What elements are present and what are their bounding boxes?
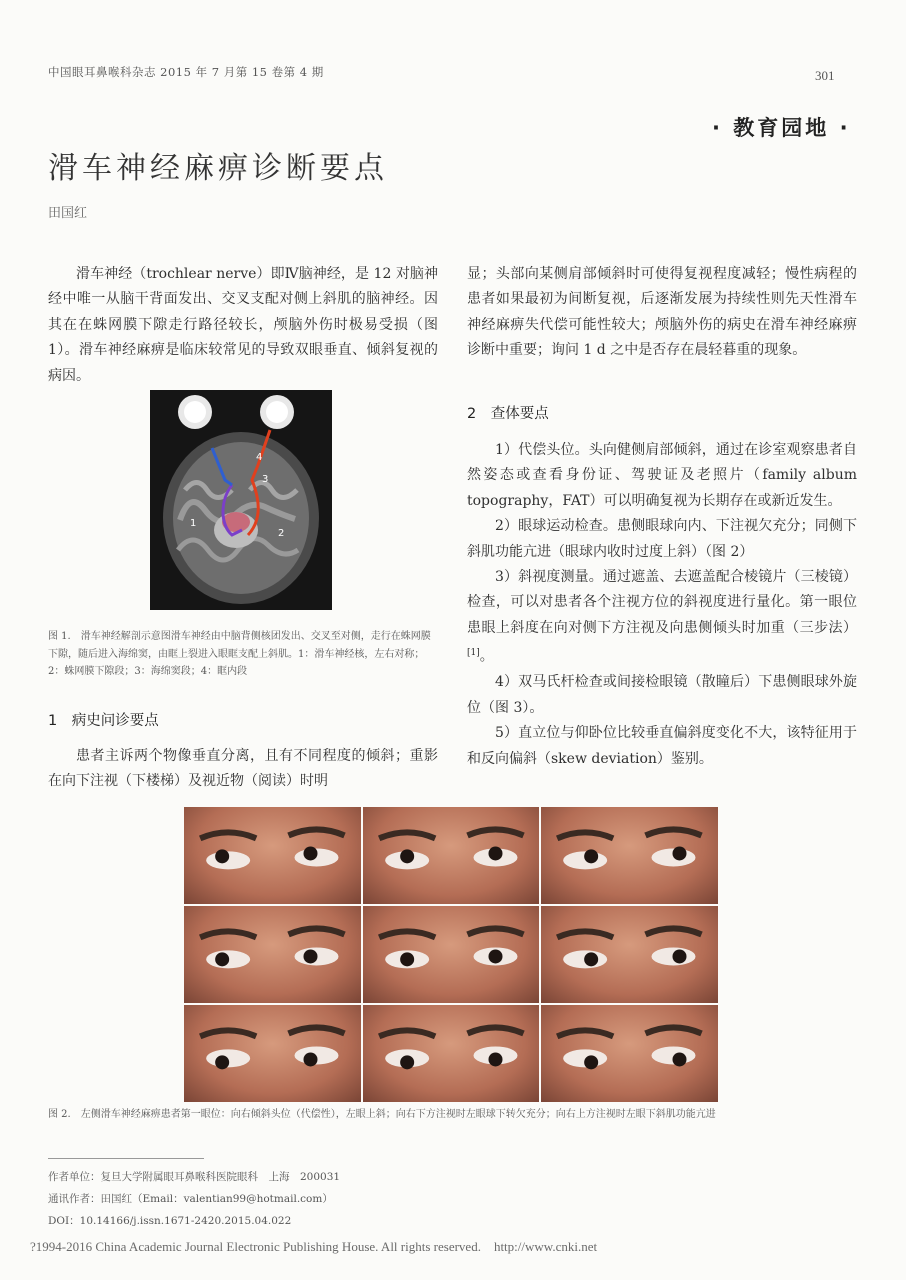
footnotes	[48, 1166, 340, 1232]
eye-photo	[184, 906, 361, 1003]
fig1-label-3: 3	[262, 474, 269, 485]
figure-2-caption: 图 2. 左侧滑车神经麻痹患者第一眼位：向右倾斜头位（代偿性），左眼上斜；向右下方注视时左眼球下转欠充分；向右上方注视时左眼下斜肌功能亢进	[48, 1109, 716, 1120]
journal-header: 中国眼耳鼻喉科杂志 2015 年 7 月第 15 卷第 4 期	[48, 65, 324, 79]
correspondence: 通讯作者：田国红（Email：valentian99@hotmail.com）	[48, 1193, 333, 1205]
exam-item-4: 4）双马氏杆检查或间接检眼镜（散瞳后）下患侧眼球外旋位（图 3）。	[467, 674, 857, 716]
figure-1-image	[150, 390, 332, 610]
section-1-heading: 1 病史问诊要点	[48, 713, 159, 729]
eye-photo	[363, 1005, 540, 1102]
eye-photo	[541, 1005, 718, 1102]
citation-1[interactable]: [1]	[467, 648, 480, 659]
eye-photo	[541, 906, 718, 1003]
eye-photo	[363, 807, 540, 904]
doi: DOI：10.14166/j.issn.1671-2420.2015.04.022	[48, 1215, 292, 1227]
footnote-divider	[48, 1158, 204, 1159]
section-2-list	[467, 438, 857, 772]
fig1-label-1: 1	[190, 518, 197, 529]
eye-photo	[184, 1005, 361, 1102]
article-author: 田国红	[48, 206, 88, 221]
intro-paragraph: 滑车神经（trochlear nerve）即Ⅳ脑神经，是 12 对脑神经中唯一从脑干背面发出、交叉支配对侧上斜肌的脑神经。因其在在蛛网膜下隙走行路径较长，颅脑外伤时极易受损（图 1）。滑车神经麻痹是临床较常见的导致双眼垂直、倾斜复视的病因。	[48, 266, 438, 384]
page-number: 301	[815, 68, 835, 83]
exam-item-5: 5）直立位与仰卧位比较垂直偏斜度变化不大，该特征用于和反向偏斜（skew deviation）鉴别。	[467, 725, 857, 767]
section-1-paragraph: 患者主诉两个物像垂直分离，且有不同程度的倾斜；重影在向下注视（下楼梯）及视近物（阅读）时明	[48, 748, 438, 790]
eye-photo	[541, 807, 718, 904]
figure-1-caption: 图 1. 滑车神经解剖示意图滑车神经由中脑背侧核团发出、交叉至对侧，走行在蛛网膜下隙，随后进入海绵窦，由眶上裂进入眼眶支配上斜肌。1：滑车神经核，左右对称；2：蛛网膜下隙段；3：海绵窦段；4：眶内段	[48, 631, 431, 677]
exam-item-2: 2）眼球运动检查。患侧眼球向内、下注视欠充分；同侧下斜肌功能亢进（眼球内收时过度上斜）（图 2）	[467, 518, 857, 560]
exam-item-1: 1）代偿头位。头向健侧肩部倾斜，通过在诊室观察患者自然姿态或查看身份证、驾驶证及老照片（family album topography，FAT）可以明确复视为长期存在或新近发生。	[467, 442, 857, 509]
exam-item-3-text: 3）斜视度测量。通过遮盖、去遮盖配合棱镜片（三棱镜）检查，可以对患者各个注视方位的斜视度进行量化。第一眼位患眼上斜度在向对侧下方注视及向患侧倾头时加重（三步法）	[467, 569, 857, 636]
exam-item-3	[467, 565, 857, 670]
column-label: · 教育园地 ·	[712, 116, 851, 140]
eye-photo	[184, 807, 361, 904]
fig1-label-2: 2	[278, 528, 285, 539]
eye-photo	[363, 906, 540, 1003]
brain-mri-illustration	[150, 390, 332, 610]
fig1-label-4: 4	[256, 452, 263, 463]
section-2-heading: 2 查体要点	[467, 406, 549, 422]
article-title: 滑车神经麻痹诊断要点	[48, 151, 388, 186]
exam-item-3-end: 。	[479, 648, 494, 665]
copyright-notice: ?1994-2016 China Academic Journal Electronic Publishing House. All rights reserved. http://www.cnki.net	[30, 1239, 598, 1254]
figure-2-image	[184, 807, 718, 1102]
continued-paragraph: 显；头部向某侧肩部倾斜时可使得复视程度减轻；慢性病程的患者如果最初为间断复视，后逐渐发展为持续性则先天性滑车神经麻痹失代偿可能性较大；颅脑外伤的病史在滑车神经麻痹诊断中重要；询问 1 d 之中是否存在晨轻暮重的现象。	[467, 266, 857, 359]
author-affiliation: 作者单位：复旦大学附属眼耳鼻喉科医院眼科 上海 200031	[48, 1171, 341, 1183]
